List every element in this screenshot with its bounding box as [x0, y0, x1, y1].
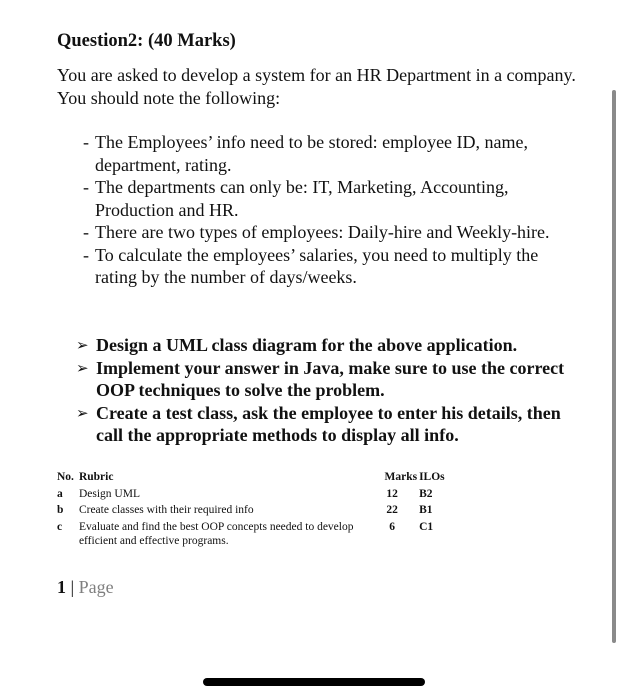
task-text: Create a test class, ask the employee to enter his details, then call the appropriate methods to display all info. — [96, 402, 561, 445]
note-text: You should note the following: — [57, 87, 281, 108]
task-item — [76, 334, 576, 357]
requirement-text: There are two types of employees: Daily-hire and Weekly-hire. — [95, 222, 550, 242]
requirements-list — [76, 131, 581, 289]
row-marks: 6 — [389, 520, 396, 533]
vertical-scrollbar[interactable] — [612, 90, 616, 643]
intro-text: You are asked to develop a system for an HR Department in a company. — [57, 65, 576, 85]
row-no: a — [57, 487, 63, 500]
arrow-bullet-icon: ➢ — [76, 358, 89, 377]
row-no: c — [57, 520, 63, 533]
table-row — [57, 503, 457, 520]
row-ilo: B2 — [419, 487, 433, 500]
tasks-list — [76, 334, 576, 447]
row-ilo: C1 — [419, 520, 434, 533]
task-text: Implement your answer in Java, make sure to use the correct OOP techniques to solve the problem. — [96, 357, 565, 400]
requirement-text: The departments can only be: IT, Marketing, Accounting, Production and HR. — [95, 177, 509, 220]
rubric-table — [57, 470, 457, 551]
row-rubric: Create classes with their required info — [78, 504, 254, 516]
row-no: b — [57, 504, 64, 516]
header-marks: Marks — [384, 471, 418, 483]
row-ilo: B1 — [419, 504, 433, 516]
home-indicator[interactable] — [203, 678, 425, 686]
task-item — [76, 357, 576, 402]
requirement-item — [76, 176, 581, 221]
dash-marker: - — [83, 177, 89, 197]
page-label: Page — [78, 577, 114, 597]
table-row — [57, 487, 457, 504]
header-ilos: ILOs — [419, 471, 445, 483]
row-marks: 12 — [386, 487, 398, 500]
requirement-item — [76, 244, 581, 289]
table-row — [57, 520, 457, 551]
header-no: No. — [57, 471, 74, 483]
page-number: 1 — [57, 577, 66, 597]
task-item — [76, 402, 576, 447]
row-rubric: Evaluate and find the best OOP concepts needed to develop efficient and effective programs. — [78, 520, 354, 547]
dash-marker: - — [83, 132, 89, 152]
requirement-item — [76, 221, 581, 244]
dash-marker: - — [83, 244, 89, 265]
requirement-item — [76, 131, 581, 176]
page-footer — [57, 577, 114, 598]
question-intro — [57, 64, 577, 109]
footer-separator: | — [70, 577, 75, 597]
arrow-bullet-icon: ➢ — [76, 336, 89, 354]
task-text: Design a UML class diagram for the above application. — [96, 335, 518, 355]
requirement-text: The Employees’ info need to be stored: employee ID, name, department, rating. — [95, 132, 529, 175]
row-rubric: Design UML — [78, 487, 140, 500]
arrow-bullet-icon: ➢ — [76, 403, 89, 422]
rubric-header-row — [57, 470, 457, 487]
header-rubric: Rubric — [78, 471, 114, 483]
row-marks: 22 — [386, 504, 398, 516]
requirement-text: To calculate the employees’ salaries, you need to multiply the rating by the number of days/weeks. — [95, 244, 539, 287]
dash-marker: - — [83, 222, 89, 242]
question-title: Question2: (40 Marks) — [57, 31, 236, 51]
